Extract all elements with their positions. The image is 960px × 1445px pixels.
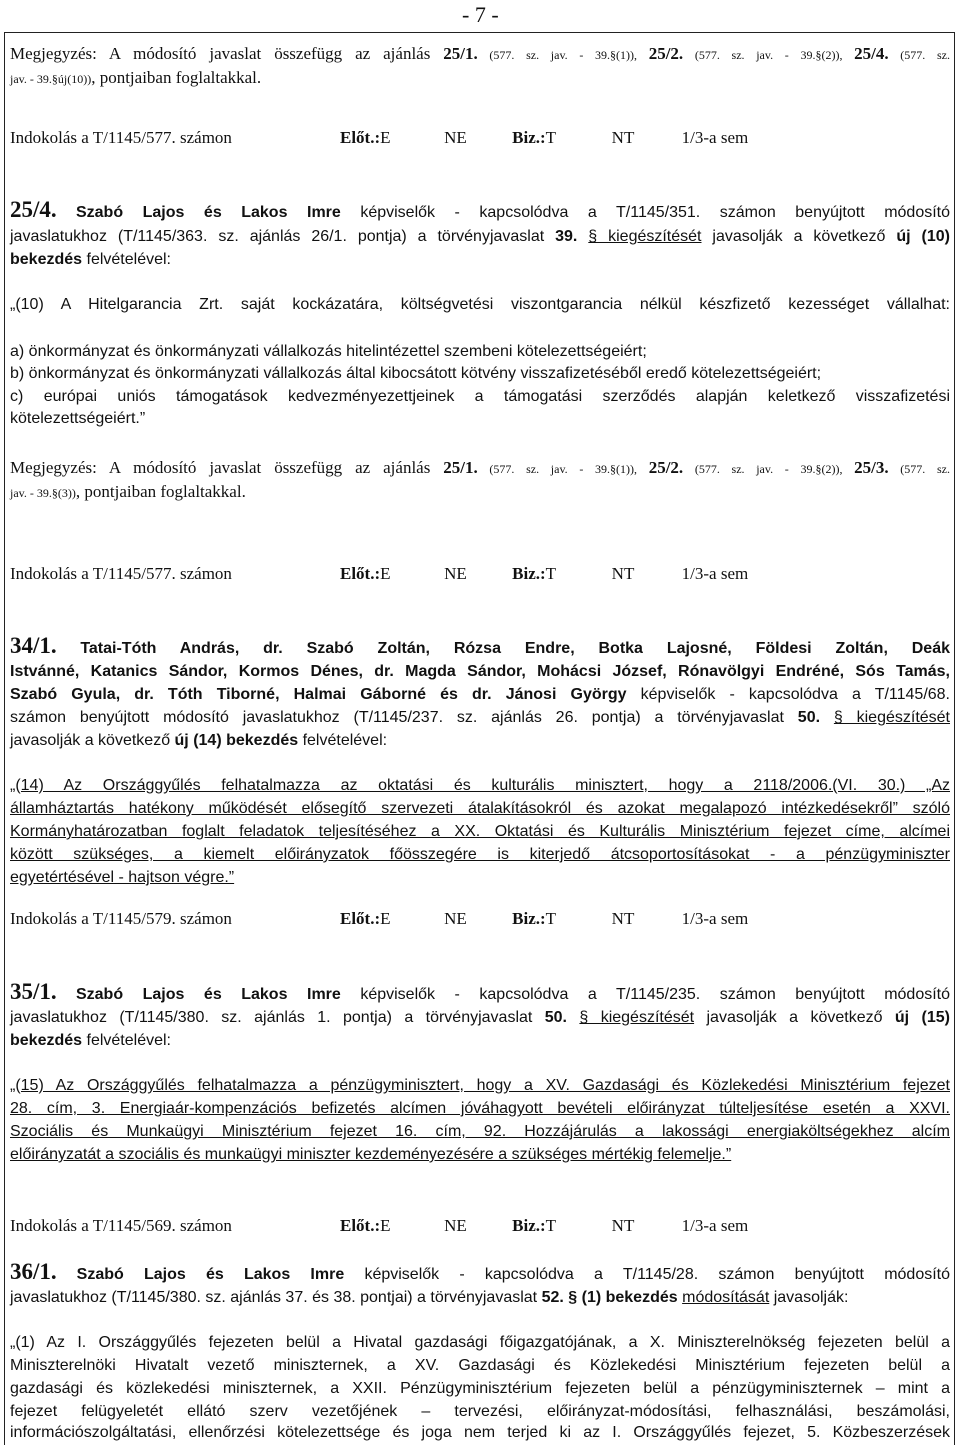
quoted-text-line: „(14) Az Országgyűlés felhatalmazza az oktatási és kulturális minisztert, hogy a 2118/2006.(VI. 30.) „Az xyxy=(10,777,950,794)
quoted-text-line: egyetértésével - hajtson végre.” xyxy=(10,869,235,886)
quoted-text-line: Szociális és Munkaügyi Minisztérium fejezet 16. cím, 92. Hozzájárulás a lakossági energiaköltségekhez alcím xyxy=(10,1123,950,1140)
quoted-text-line: Kormányhatározatban foglalt feladatok teljesítéséhez a XX. Oktatási és Kulturális Minisztérium fejezet címe, alcímei xyxy=(10,823,950,840)
amendment-line: Szabó Gyula, dr. Tóth Tiborné, Halmai Gáborné és dr. Jánosi György képviselők - kapcsolódva a T/1145/68. xyxy=(10,686,951,703)
justification-line: Indokolás a T/1145/577. számon Előt.:E NE Biz.:T NT 1/3-a sem xyxy=(10,128,749,147)
note-line: Megjegyzés: A módosító javaslat összefügg az ajánlás 25/1. (577. sz. jav. - 39.§(1)), 25/2. (577. sz. jav. - 39.§(2)), 25/3. (577. sz. xyxy=(10,458,950,477)
note-line: jav. - 39.§új(10)), pontjaiban foglaltakkal. xyxy=(10,68,262,87)
amendment-line: bekezdés felvételével: xyxy=(10,251,171,268)
note-line: Megjegyzés: A módosító javaslat összefügg az ajánlás 25/1. (577. sz. jav. - 39.§(1)), 25/2. (577. sz. jav. - 39.§(2)), 25/4. (577. sz. xyxy=(10,44,950,63)
amendment-heading: 35/1. Szabó Lajos és Lakos Imre képviselők - kapcsolódva a T/1145/235. számon benyújtott módosító xyxy=(10,979,951,1004)
quoted-text-line: „(10) A Hitelgarancia Zrt. saját kockázatára, költségvetési viszontgarancia nélkül készfizető kezességet vállalhat: xyxy=(10,296,950,313)
quoted-text-line: Miniszterelnöki Hivatalt vezető miniszternek, a XV. Gazdasági és Közlekedési Minisztérium fejezeten belül a xyxy=(10,1357,950,1374)
quoted-text-line: előirányzatát a szociális és munkaügyi miniszter kezdeményezésére a szükséges mértékig felemelje.” xyxy=(10,1146,732,1163)
amendment-line: javasolják a következő új (14) bekezdés felvételével: xyxy=(10,732,388,749)
quoted-text-line: c) európai uniós támogatások kedvezményezettjeinek a támogatási szerződés alapján keletkező visszafizetési xyxy=(10,388,950,405)
quoted-text-line: a) önkormányzat és önkormányzati vállalkozás hitelintézettel szembeni kötelezettségeiért; xyxy=(10,343,647,360)
justification-line: Indokolás a T/1145/579. számon Előt.:E NE Biz.:T NT 1/3-a sem xyxy=(10,909,749,928)
amendment-line: számon benyújtott módosító javaslatukhoz (T/1145/237. sz. ajánlás 26. pontja) a törvényjavaslat 50. § kiegészítését xyxy=(10,709,951,726)
quoted-text-line: 28. cím, 3. Energiaár-kompenzációs befizetés alcímen jóváhagyott bevételi előirányzat túlteljesítése esetén a XXVI. xyxy=(10,1100,950,1117)
amendment-line: bekezdés felvételével: xyxy=(10,1032,171,1049)
quoted-text-line: kötelezettségeiért.” xyxy=(10,410,146,427)
justification-line: Indokolás a T/1145/577. számon Előt.:E NE Biz.:T NT 1/3-a sem xyxy=(10,564,749,583)
amendment-heading: 25/4. Szabó Lajos és Lakos Imre képviselők - kapcsolódva a T/1145/351. számon benyújtott módosító xyxy=(10,197,951,222)
amendment-line: javaslatukhoz (T/1145/380. sz. ajánlás 1. pontja) a törvényjavaslat 50. § kiegészítését javasolják a következő új (15) xyxy=(10,1009,950,1026)
note-line: jav. - 39.§(3)), pontjaiban foglaltakkal. xyxy=(10,482,246,501)
amendment-line: javaslatukhoz (T/1145/363. sz. ajánlás 26/1. pontja) a törvényjavaslat 39. § kiegészítését javasolják a következő új (10) xyxy=(10,228,950,245)
amendment-line: Istvánné, Katanics Sándor, Kormos Dénes, dr. Magda Sándor, Mohácsi József, Rónavölgyi Endréné, Sós Tamás, xyxy=(10,663,950,680)
quoted-text-line: államháztartás hatékony működését elősegítő szervezeti átalakításokról és azokat megalapozó intézkedésekről” szóló xyxy=(10,800,950,817)
quoted-text-line: között szükséges, a kiemelt előirányzatok főösszegére is kiterjedő átcsoportosításokat - a pénzügyminiszter xyxy=(10,846,950,863)
amendment-heading: 34/1. Tatai-Tóth András, dr. Szabó Zoltán, Rózsa Endre, Botka Lajosné, Földesi Zoltán, Deák xyxy=(10,633,951,658)
amendment-heading: 36/1. Szabó Lajos és Lakos Imre képviselők - kapcsolódva a T/1145/28. számon benyújtott módosító xyxy=(10,1259,951,1284)
quoted-text-line: információszolgáltatási, ellenőrzési kötelezettsége és joga nem terjed ki az I. Országgyűlés fejezet, 5. Közbeszerzések xyxy=(10,1424,950,1441)
amendment-line: javaslatukhoz (T/1145/380. sz. ajánlás 37. és 38. pontjai) a törvényjavaslat 52. § (1) bekezdés módosítását javasolják: xyxy=(10,1289,849,1306)
justification-line: Indokolás a T/1145/569. számon Előt.:E NE Biz.:T NT 1/3-a sem xyxy=(10,1216,749,1235)
quoted-text-line: gazdasági és közlekedési miniszternek, a XXII. Pénzügyminisztérium fejezeten belül a pénzügyminiszternek – mint a xyxy=(10,1380,950,1397)
quoted-text-line: fejezet felügyeletét ellátó szerv vezetőjének – tervezési, előirányzat-módosítási, felhasználási, beszámolási, xyxy=(10,1403,950,1420)
quoted-text-line: „(1) Az I. Országgyűlés fejezeten belül a Hivatal gazdasági főigazgatójának, a X. Miniszterelnökség fejezeten belül a xyxy=(10,1334,950,1351)
quoted-text-line: b) önkormányzat és önkormányzati vállalkozás által kibocsátott kötvény visszafizetéséből eredő kötelezettségeiért; xyxy=(10,365,822,382)
page-number: - 7 - xyxy=(462,2,499,27)
quoted-text-line: „(15) Az Országgyűlés felhatalmazza a pénzügyminisztert, hogy a XV. Gazdasági és Közlekedési Minisztérium fejezet xyxy=(10,1077,950,1094)
